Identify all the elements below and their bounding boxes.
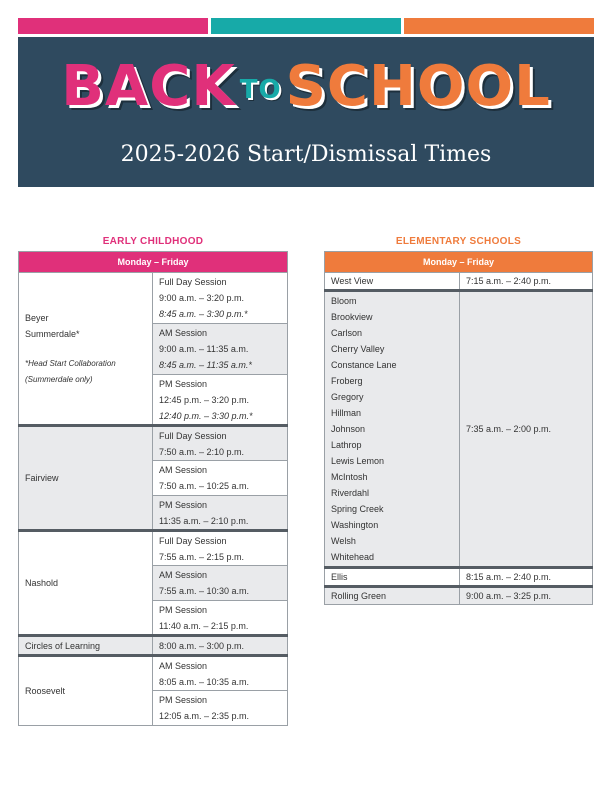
school-name: Lathrop	[331, 440, 362, 450]
banner	[18, 37, 594, 187]
school-name: Washington	[331, 520, 379, 530]
banner-title	[18, 47, 594, 130]
early-childhood-table	[18, 251, 288, 726]
school-name: Riverdahl	[331, 488, 370, 498]
session-cell	[153, 324, 288, 375]
table-row	[19, 531, 288, 566]
el-header: Monday – Friday	[325, 252, 593, 273]
school-name: Johnson	[331, 424, 366, 434]
fairview-school-cell: Fairview	[19, 426, 153, 531]
school-name: Whitehead	[331, 552, 375, 562]
session-time: 12:45 p.m. – 3:20 p.m.	[159, 394, 250, 405]
session-label: AM Session	[159, 570, 208, 580]
school-name: Gregory	[331, 392, 364, 402]
footnote: *Head Start Collaboration	[25, 358, 116, 368]
time-cell: 8:00 a.m. – 3:00 p.m.	[153, 636, 288, 656]
title-to: TO	[239, 74, 282, 105]
time-cell: 7:35 a.m. – 2:00 p.m.	[460, 291, 593, 568]
session-label: PM Session	[159, 695, 208, 705]
early-childhood-title: EARLY CHILDHOOD	[102, 236, 204, 247]
session-cell	[153, 426, 288, 461]
session-cell	[153, 375, 288, 426]
school-name: Spring Creek	[331, 504, 384, 514]
footnote: (Summerdale only)	[25, 374, 93, 384]
school-name: Froberg	[331, 376, 363, 386]
school-name: Constance Lane	[331, 360, 397, 370]
teal-stripe	[211, 18, 401, 34]
circles-school-cell: Circles of Learning	[19, 636, 153, 656]
session-cell	[153, 461, 288, 496]
session-time: 11:35 a.m. – 2:10 p.m.	[159, 515, 249, 526]
session-label: PM Session	[159, 499, 208, 510]
session-cell	[153, 656, 288, 691]
session-time: 7:50 a.m. – 2:10 p.m.	[159, 446, 245, 457]
session-time: 9:00 a.m. – 11:35 a.m.	[159, 344, 249, 354]
elementary-title: ELEMENTARY SCHOOLS	[395, 236, 522, 247]
session-time: 11:40 a.m. – 2:15 p.m.	[159, 620, 249, 631]
nashold-school-cell: Nashold	[19, 531, 153, 636]
session-cell	[153, 496, 288, 531]
table-row	[325, 291, 593, 568]
session-cell	[153, 691, 288, 726]
table-row	[325, 587, 593, 605]
table-row	[19, 273, 288, 324]
session-time: 7:55 a.m. – 10:30 a.m.	[159, 586, 250, 596]
table-row	[19, 656, 288, 691]
time-cell: 7:15 a.m. – 2:40 p.m.	[460, 273, 593, 291]
time-cell: 9:00 a.m. – 3:25 p.m.	[460, 587, 593, 605]
title-back: BACK	[61, 54, 236, 119]
session-cell	[153, 273, 288, 324]
session-label: Full Day Session	[159, 277, 227, 287]
school-name: Beyer	[25, 312, 49, 323]
school-name: Brookview	[331, 312, 373, 322]
school-cell: West View	[325, 273, 460, 291]
session-alt-time: 8:45 a.m. – 3:30 p.m.*	[159, 309, 248, 319]
pink-stripe	[18, 18, 208, 34]
session-alt-time: 8:45 a.m. – 11:35 a.m.*	[159, 360, 252, 370]
roosevelt-school-cell: Roosevelt	[19, 656, 153, 726]
table-row	[19, 426, 288, 461]
session-cell	[153, 531, 288, 566]
time-cell: 8:15 a.m. – 2:40 p.m.	[460, 568, 593, 587]
school-name: Bloom	[331, 296, 357, 306]
session-label: AM Session	[159, 465, 208, 475]
session-label: AM Session	[159, 328, 208, 338]
table-row	[19, 636, 288, 656]
school-name: Welsh	[331, 536, 356, 546]
banner-subtitle: 2025-2026 Start/Dismissal Times	[120, 142, 492, 167]
school-cell: Rolling Green	[325, 587, 460, 605]
session-time: 7:50 a.m. – 10:25 a.m.	[159, 481, 250, 491]
table-row	[325, 273, 593, 291]
session-cell	[153, 566, 288, 601]
table-header-row	[19, 252, 288, 273]
elementary-table	[324, 251, 593, 605]
session-label: AM Session	[159, 660, 208, 671]
school-name: Hillman	[331, 408, 362, 418]
session-label: Full Day Session	[159, 535, 227, 546]
session-label: PM Session	[159, 604, 208, 615]
school-cell: Ellis	[325, 568, 460, 587]
session-label: PM Session	[159, 378, 208, 389]
school-name: Carlson	[331, 328, 363, 338]
title-school: SCHOOL	[285, 54, 551, 119]
school-name: Lewis Lemon	[331, 456, 385, 466]
ec-header: Monday – Friday	[19, 252, 288, 273]
session-time: 12:05 a.m. – 2:35 p.m.	[159, 711, 250, 721]
session-label: Full Day Session	[159, 430, 227, 441]
session-alt-time: 12:40 p.m. – 3:30 p.m.*	[159, 410, 253, 421]
table-row	[325, 568, 593, 587]
session-time: 8:05 a.m. – 10:35 a.m.	[159, 676, 250, 687]
school-list-cell	[325, 291, 460, 568]
school-name: Cherry Valley	[331, 344, 385, 354]
school-name: Summerdale*	[25, 328, 80, 339]
session-cell	[153, 601, 288, 636]
session-time: 9:00 a.m. – 3:20 p.m.	[159, 293, 245, 303]
orange-stripe	[404, 18, 594, 34]
table-header-row	[325, 252, 593, 273]
session-time: 7:55 a.m. – 2:15 p.m.	[159, 551, 245, 562]
beyer-school-cell	[19, 273, 153, 426]
school-name: McIntosh	[331, 472, 368, 482]
